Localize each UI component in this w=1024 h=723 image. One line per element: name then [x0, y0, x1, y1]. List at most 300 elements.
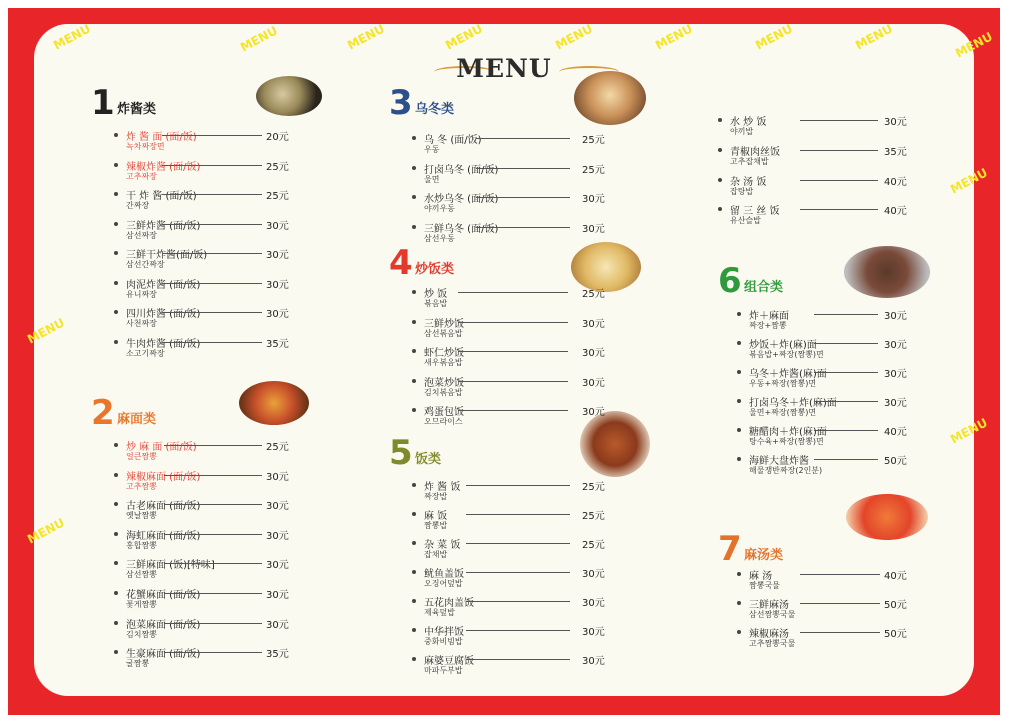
menu-item-price: 35元 — [266, 338, 289, 350]
price-leader-line — [162, 342, 262, 343]
bullet-icon — [412, 628, 416, 632]
menu-item-price: 30元 — [582, 194, 605, 205]
price-leader-line — [814, 314, 878, 315]
menu-item-name: 炒饭＋炸(麻)面 — [749, 340, 817, 351]
price-leader-line — [800, 120, 878, 121]
menu-item — [412, 595, 622, 625]
menu-item-name: 乌冬＋炸酱(麻)面 — [749, 369, 827, 380]
price-leader-line — [800, 632, 880, 633]
watermark-menu: MENU — [443, 21, 485, 53]
bullet-icon — [412, 320, 416, 324]
menu-item-name: 水 炒 饭 — [730, 117, 767, 128]
menu-item-price: 30元 — [266, 250, 289, 261]
menu-item — [114, 306, 306, 336]
price-leader-line — [164, 563, 262, 564]
menu-item-price: 25元 — [266, 161, 289, 173]
bullet-icon — [114, 163, 118, 167]
watermark-menu: MENU — [51, 21, 93, 53]
menu-item-korean: 짬뽕국물 — [749, 581, 780, 590]
menu-item-name: 打卤乌冬 (面/饭) — [424, 164, 499, 176]
menu-item-name: 三鲜炒饭 — [424, 318, 464, 330]
menu-item-name: 泡菜麻面 (面/饭) — [126, 619, 201, 631]
bullet-icon — [737, 630, 741, 634]
price-leader-line — [162, 165, 262, 166]
menu-item-name: 辣椒麻面 (面/饭) — [126, 471, 201, 483]
menu-item-name: 辣椒炸酱 (面/饭) — [126, 161, 201, 173]
watermark-menu: MENU — [238, 23, 280, 55]
menu-item-price: 20元 — [266, 132, 289, 143]
section-number-3: 3 — [389, 83, 413, 123]
bullet-icon — [114, 650, 118, 654]
menu-item-name: 糖醋肉＋炸(麻)面 — [749, 427, 827, 438]
menu-item-name: 炸＋麻面 — [749, 311, 789, 322]
menu-item-korean: 탕수육+짜장(짬뽕)면 — [749, 437, 824, 446]
price-leader-line — [162, 135, 262, 136]
menu-item-price: 40元 — [884, 571, 907, 582]
menu-item — [412, 221, 622, 251]
menu-item-name: 海虹麻面 (面/饭) — [126, 530, 201, 542]
price-leader-line — [800, 150, 878, 151]
menu-item-name: 水炒乌冬 (面/饭) — [424, 194, 499, 205]
menu-item-price: 30元 — [582, 407, 605, 418]
menu-item — [412, 375, 622, 405]
menu-item-korean: 삼선간짜장 — [126, 260, 165, 269]
menu-item-name: 乌 冬 (面/饭) — [424, 135, 482, 146]
menu-item — [412, 404, 622, 434]
menu-item — [412, 508, 622, 538]
bullet-icon — [412, 408, 416, 412]
price-leader-line — [162, 194, 262, 195]
bullet-icon — [718, 148, 722, 152]
menu-item-korean: 짜장+짬뽕 — [749, 321, 787, 330]
bullet-icon — [412, 225, 416, 229]
bullet-icon — [114, 251, 118, 255]
price-leader-line — [800, 180, 878, 181]
price-leader-line — [476, 168, 570, 169]
menu-item-name: 泡菜炒饭 — [424, 377, 464, 389]
bullet-icon — [114, 443, 118, 447]
menu-item-price: 30元 — [582, 627, 605, 638]
bullet-icon — [412, 599, 416, 603]
bullet-icon — [737, 312, 741, 316]
bullet-icon — [737, 428, 741, 432]
menu-item-price: 30元 — [884, 340, 907, 351]
menu-item-name: 海鲜大盘炸酱 — [749, 456, 809, 467]
bullet-icon — [737, 572, 741, 576]
menu-item-korean: 야끼우동 — [424, 204, 455, 213]
price-leader-line — [164, 593, 262, 594]
menu-item-name: 四川炸酱 (面/饭) — [126, 309, 201, 320]
menu-item-name: 花蟹麻面 (面/饭) — [126, 590, 201, 601]
food-photo-soup — [846, 494, 928, 540]
section-title: 饭类 — [415, 452, 442, 467]
menu-item-name: 青椒肉丝饭 — [730, 146, 780, 158]
bullet-icon — [114, 561, 118, 565]
menu-item-name: 炒 麻 面 (面/饭) — [126, 442, 197, 453]
menu-item — [737, 568, 924, 598]
watermark-menu: MENU — [345, 21, 387, 53]
section-number-4: 4 — [389, 243, 413, 283]
menu-item — [114, 617, 306, 647]
bullet-icon — [412, 512, 416, 516]
menu-item-korean: 고추짬뽕 — [126, 481, 157, 491]
section-number-6: 6 — [718, 261, 742, 301]
menu-item-korean: 옛날짬뽕 — [126, 511, 157, 521]
menu-item-korean: 굴짬뽕 — [126, 659, 150, 669]
menu-item — [412, 191, 622, 221]
menu-item-name: 鱿鱼盖饭 — [424, 569, 464, 580]
menu-item-korean: 고추짜장 — [126, 171, 157, 181]
menu-item-price: 30元 — [582, 598, 605, 609]
watermark-menu: MENU — [553, 21, 595, 53]
menu-item-korean: 중화비빔밥 — [424, 637, 463, 646]
price-leader-line — [466, 630, 570, 631]
section-number-1: 1 — [91, 83, 115, 123]
bullet-icon — [114, 591, 118, 595]
menu-item-price: 30元 — [884, 311, 907, 322]
menu-item — [114, 129, 306, 159]
bullet-icon — [412, 570, 416, 574]
price-leader-line — [814, 430, 878, 431]
menu-item — [412, 162, 622, 192]
menu-item — [737, 337, 924, 367]
price-leader-line — [162, 224, 262, 225]
menu-item-korean: 해물쟁반짜장(2인분) — [749, 466, 823, 475]
menu-item — [114, 277, 306, 307]
menu-item-price: 25元 — [582, 289, 605, 300]
price-leader-line — [814, 459, 878, 460]
bullet-icon — [114, 281, 118, 285]
watermark-menu: MENU — [25, 315, 67, 347]
menu-item-name: 炒 饭 — [424, 289, 448, 300]
menu-item — [412, 316, 622, 346]
menu-item-price: 30元 — [582, 348, 605, 359]
menu-item-name: 杂 汤 饭 — [730, 176, 767, 188]
menu-item — [114, 247, 306, 277]
bullet-icon — [737, 399, 741, 403]
menu-item — [114, 336, 306, 366]
menu-item — [114, 498, 306, 528]
price-leader-line — [466, 659, 570, 660]
price-leader-line — [164, 445, 262, 446]
menu-item-korean: 볶음밥+짜장(짬뽕)면 — [749, 350, 824, 359]
price-leader-line — [800, 574, 880, 575]
menu-item-korean: 울면+짜장(짬뽕)면 — [749, 408, 817, 417]
menu-item-korean: 김치볶음밥 — [424, 387, 463, 397]
price-leader-line — [458, 410, 568, 411]
bullet-icon — [114, 310, 118, 314]
price-leader-line — [164, 475, 262, 476]
menu-item-name: 中华拌饭 — [424, 627, 464, 638]
menu-item — [737, 395, 924, 425]
menu-item — [412, 479, 622, 509]
menu-item-price: 25元 — [266, 442, 289, 453]
menu-item — [412, 653, 622, 683]
section-title: 麻面类 — [117, 412, 157, 427]
menu-item-korean: 삼선우동 — [424, 233, 455, 243]
menu-item-korean: 잡탕밥 — [730, 186, 754, 196]
menu-item-name: 炸 酱 饭 — [424, 482, 461, 493]
price-leader-line — [814, 372, 878, 373]
menu-item-korean: 얼큰짬뽕 — [126, 452, 157, 461]
menu-item — [737, 308, 924, 338]
bullet-icon — [412, 657, 416, 661]
menu-item-price: 30元 — [582, 318, 605, 330]
menu-item-korean: 고추잡채밥 — [730, 156, 769, 166]
watermark-menu: MENU — [653, 21, 695, 53]
price-leader-line — [458, 292, 568, 293]
menu-title: MENU — [456, 54, 552, 83]
menu-item-korean: 오므라이스 — [424, 417, 463, 426]
watermark-menu: MENU — [948, 165, 990, 197]
bullet-icon — [737, 370, 741, 374]
menu-item-korean: 마파두부밥 — [424, 666, 463, 675]
price-leader-line — [814, 401, 878, 402]
price-leader-line — [164, 534, 262, 535]
menu-item-name: 辣椒麻汤 — [749, 629, 789, 640]
menu-item — [737, 626, 924, 656]
menu-item-price: 50元 — [884, 456, 907, 467]
food-photo-noodles — [256, 76, 322, 116]
price-leader-line — [466, 601, 570, 602]
menu-card — [25, 21, 995, 696]
menu-item-name: 肉泥炸酱 (面/饭) — [126, 279, 201, 291]
menu-item-korean: 울면 — [424, 174, 440, 184]
menu-item-price: 35元 — [266, 649, 289, 661]
menu-item-name: 三鲜乌冬 (面/饭) — [424, 223, 499, 235]
price-leader-line — [476, 227, 570, 228]
menu-item — [114, 439, 306, 469]
menu-item-korean: 짜장밥 — [424, 492, 448, 501]
menu-item-price: 30元 — [266, 279, 289, 291]
menu-item — [737, 366, 924, 396]
bullet-icon — [114, 340, 118, 344]
price-leader-line — [162, 253, 262, 254]
menu-item — [412, 566, 622, 596]
menu-item-name: 牛肉炸酱 (面/饭) — [126, 338, 201, 350]
menu-item — [412, 624, 622, 654]
menu-item — [114, 469, 306, 499]
menu-item-price: 40元 — [884, 206, 907, 218]
menu-item-name: 鸡蛋包饭 — [424, 407, 464, 418]
menu-item-name: 留 三 丝 饭 — [730, 206, 780, 218]
menu-item-name: 五花肉盖饭 — [424, 598, 474, 609]
menu-item-name: 炸 酱 面 (面/饭) — [126, 132, 197, 143]
menu-item-korean: 소고기짜장 — [126, 348, 165, 358]
menu-item-name: 虾仁炒饭 — [424, 348, 464, 359]
menu-item-price: 30元 — [266, 220, 289, 232]
menu-item-price: 25元 — [582, 482, 605, 493]
menu-item — [114, 159, 306, 189]
price-leader-line — [458, 381, 568, 382]
menu-item-korean: 녹차짜장면 — [126, 142, 165, 151]
bullet-icon — [412, 290, 416, 294]
menu-item-name: 打卤乌冬＋炸(麻)面 — [749, 398, 837, 409]
section-title: 麻汤类 — [744, 548, 784, 563]
menu-item — [114, 646, 306, 676]
price-leader-line — [162, 283, 262, 284]
menu-item — [718, 203, 924, 233]
menu-item-price: 30元 — [266, 471, 289, 483]
menu-item-korean: 새우볶음밥 — [424, 358, 463, 367]
price-leader-line — [164, 652, 262, 653]
menu-item-korean: 우동+짜장(짬뽕)면 — [749, 379, 817, 388]
menu-item-price: 30元 — [582, 223, 605, 235]
menu-item-name: 生豪麻面 (面/饭) — [126, 649, 201, 661]
price-leader-line — [164, 623, 262, 624]
section-title: 乌冬类 — [415, 102, 455, 117]
menu-item-price: 40元 — [884, 176, 907, 188]
watermark-menu: MENU — [853, 21, 895, 53]
watermark-menu: MENU — [753, 21, 795, 53]
food-photo-spicy-noodles — [239, 381, 309, 425]
menu-item — [412, 132, 622, 162]
menu-item-price: 50元 — [884, 600, 907, 611]
section-number-7: 7 — [718, 529, 742, 569]
price-leader-line — [458, 351, 568, 352]
menu-item-korean: 삼선짬뽕 — [126, 570, 157, 580]
menu-item-korean: 홍합짬뽕 — [126, 540, 157, 550]
menu-item-name: 麻 饭 — [424, 511, 448, 522]
menu-item-price: 40元 — [884, 427, 907, 438]
menu-item-korean: 볶음밥 — [424, 299, 448, 308]
bullet-icon — [412, 483, 416, 487]
menu-item-price: 30元 — [582, 656, 605, 667]
menu-item-price: 30元 — [266, 309, 289, 320]
menu-item-price: 25元 — [582, 511, 605, 522]
bullet-icon — [412, 379, 416, 383]
bullet-icon — [737, 601, 741, 605]
section-title: 炒饭类 — [415, 262, 455, 277]
menu-item-korean: 꽃게짬뽕 — [126, 600, 157, 609]
menu-item-korean: 야끼밥 — [730, 127, 754, 136]
menu-item — [114, 218, 306, 248]
watermark-menu: MENU — [953, 29, 995, 61]
price-leader-line — [800, 603, 880, 604]
price-leader-line — [476, 138, 570, 139]
bullet-icon — [412, 349, 416, 353]
menu-item-name: 三鲜炸酱 (面/饭) — [126, 220, 201, 232]
menu-item-price: 25元 — [582, 540, 605, 551]
menu-item-name: 干 炸 酱 (面/饭) — [126, 191, 197, 202]
menu-item-price: 35元 — [884, 146, 907, 158]
price-leader-line — [800, 209, 878, 210]
menu-item-korean: 잡채밥 — [424, 550, 448, 559]
bullet-icon — [412, 166, 416, 170]
bullet-icon — [718, 118, 722, 122]
menu-item-korean: 오징어덮밥 — [424, 579, 463, 588]
menu-item-korean: 제육덮밥 — [424, 608, 455, 617]
menu-item-name: 杂 菜 饭 — [424, 540, 461, 551]
menu-item-price: 30元 — [582, 569, 605, 580]
price-leader-line — [814, 343, 878, 344]
price-leader-line — [466, 543, 570, 544]
menu-item-korean: 우동 — [424, 145, 440, 154]
menu-item-price: 50元 — [884, 629, 907, 640]
menu-item-korean: 유니짜장 — [126, 289, 157, 299]
menu-item-price: 25元 — [582, 164, 605, 176]
bullet-icon — [114, 532, 118, 536]
bullet-icon — [114, 133, 118, 137]
menu-item-price: 30元 — [266, 501, 289, 513]
price-leader-line — [466, 485, 570, 486]
menu-item-price: 30元 — [582, 377, 605, 389]
menu-item-price: 30元 — [266, 560, 289, 572]
menu-item-korean: 짬뽕밥 — [424, 521, 448, 530]
menu-item-price: 25元 — [582, 135, 605, 146]
menu-item-price: 30元 — [266, 590, 289, 601]
bullet-icon — [412, 541, 416, 545]
price-leader-line — [476, 197, 570, 198]
menu-item-price: 30元 — [884, 369, 907, 380]
section-title: 组合类 — [744, 280, 784, 295]
price-leader-line — [458, 322, 568, 323]
menu-item — [412, 537, 622, 567]
price-leader-line — [466, 572, 570, 573]
menu-item — [114, 528, 306, 558]
watermark-menu: MENU — [25, 515, 67, 547]
bullet-icon — [114, 473, 118, 477]
price-leader-line — [466, 514, 570, 515]
menu-item-korean: 삼선짬뽕국물 — [749, 610, 796, 619]
menu-item — [718, 114, 924, 144]
food-photo-udon — [574, 71, 646, 125]
menu-item — [412, 286, 622, 316]
menu-item-korean: 간짜장 — [126, 201, 150, 210]
menu-item-price: 30元 — [884, 117, 907, 128]
menu-item-name: 三鲜麻汤 — [749, 600, 789, 611]
bullet-icon — [114, 502, 118, 506]
menu-item-price: 30元 — [266, 530, 289, 542]
price-leader-line — [164, 504, 262, 505]
menu-item-name: 麻 汤 — [749, 571, 773, 582]
menu-item — [114, 557, 306, 587]
bullet-icon — [114, 621, 118, 625]
menu-item-korean: 삼선짜장 — [126, 230, 157, 240]
menu-item-name: 三鲜干炸酱(面/饭) — [126, 250, 208, 261]
menu-item — [737, 453, 924, 483]
menu-item-name: 古老麻面 (面/饭) — [126, 501, 201, 513]
bullet-icon — [114, 222, 118, 226]
menu-item-price: 25元 — [266, 191, 289, 202]
food-photo-combo — [844, 246, 930, 298]
menu-item-price: 30元 — [884, 398, 907, 409]
menu-item — [737, 597, 924, 627]
bullet-icon — [718, 178, 722, 182]
menu-item-korean: 삼선볶음밥 — [424, 328, 463, 338]
price-leader-line — [162, 312, 262, 313]
menu-item-name: 麻婆豆腐饭 — [424, 656, 474, 667]
bullet-icon — [737, 457, 741, 461]
bullet-icon — [718, 207, 722, 211]
menu-item-name: 三鲜麻面 (饭)[特味] — [126, 560, 215, 572]
bullet-icon — [737, 341, 741, 345]
menu-item-korean: 김치짬뽕 — [126, 629, 157, 639]
watermark-menu: MENU — [948, 415, 990, 447]
menu-item — [718, 144, 924, 174]
section-title: 炸酱类 — [117, 102, 157, 117]
bullet-icon — [412, 136, 416, 140]
menu-item — [114, 188, 306, 218]
menu-item-korean: 고추짬뽕국물 — [749, 639, 796, 648]
section-number-2: 2 — [91, 393, 115, 433]
menu-item — [737, 424, 924, 454]
menu-item — [718, 174, 924, 204]
menu-item-korean: 사천짜장 — [126, 319, 157, 328]
menu-item-price: 30元 — [266, 619, 289, 631]
section-number-5: 5 — [389, 433, 413, 473]
bullet-icon — [114, 192, 118, 196]
